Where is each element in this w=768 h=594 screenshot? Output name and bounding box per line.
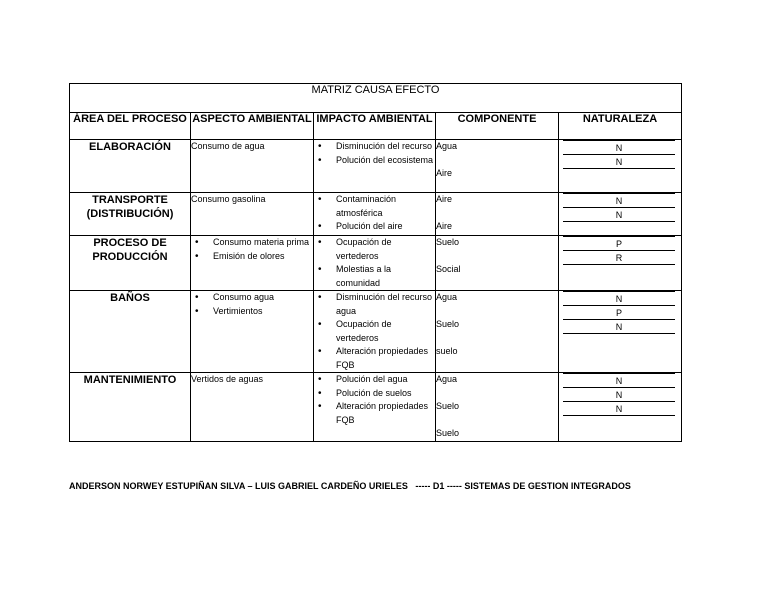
component-cell [436, 140, 559, 193]
list-item: • Molestias a la comunidad [314, 263, 435, 290]
header-component: COMPONENTE [436, 113, 559, 140]
area-cell: TRANSPORTE (DISTRIBUCIÓN) [70, 193, 191, 236]
table-row [70, 140, 682, 193]
component-cell [436, 291, 559, 373]
aspect-cell [191, 291, 314, 373]
impact-cell [314, 373, 436, 442]
header-nature: NATURALEZA [559, 113, 682, 140]
impact-cell [314, 140, 436, 193]
list-item: • Disminución del recurso [314, 140, 435, 154]
list-item: • Polución del aire [314, 220, 435, 234]
area-cell: BAÑOS [70, 291, 191, 373]
nature-cell [559, 236, 682, 291]
list-item: • Polución de suelos [314, 387, 435, 401]
area-cell: PROCESO DE PRODUCCIÓN [70, 236, 191, 291]
nature-cell [559, 373, 682, 442]
table-row [70, 373, 682, 442]
impact-cell [314, 236, 436, 291]
component-value: Aire [436, 168, 453, 178]
nature-cell [559, 291, 682, 373]
component-cell [436, 193, 559, 236]
list-item: • Ocupación de vertederos [314, 236, 435, 263]
list-item: • Contaminación atmosférica [314, 193, 435, 220]
list-item: • Disminución del recurso agua [314, 291, 435, 318]
list-item: • Polución del ecosistema [314, 154, 435, 168]
table-row [70, 291, 682, 373]
area-cell: ELABORACIÓN [70, 140, 191, 193]
area-cell: MANTENIMIENTO [70, 373, 191, 442]
header-row [70, 113, 682, 140]
nature-value: N [563, 402, 675, 416]
aspect-cell [191, 236, 314, 291]
table-row [70, 236, 682, 291]
document-footer: ANDERSON NORWEY ESTUPIÑAN SILVA – LUIS GABRIEL CARDEÑO URIELES ----- D1 ----- SISTEMAS DE GESTION INTEGRADOS [69, 481, 631, 491]
component-value: suelo [436, 346, 458, 356]
cause-effect-matrix [69, 83, 682, 442]
nature-value: N [563, 155, 675, 169]
component-cell [436, 236, 559, 291]
nature-value: N [563, 291, 675, 306]
aspect-cell: Vertidos de aguas [191, 373, 314, 442]
nature-value: P [563, 236, 675, 251]
component-value: Aire [436, 194, 453, 204]
nature-value: N [563, 140, 675, 155]
table-row [70, 193, 682, 236]
list-item: • Ocupación de vertederos [314, 318, 435, 345]
component-value: Suelo [436, 237, 460, 247]
impact-cell [314, 291, 436, 373]
list-item: • Consumo agua [191, 291, 313, 305]
impact-cell [314, 193, 436, 236]
nature-value: N [563, 208, 675, 222]
header-aspect: ASPECTO AMBIENTAL [191, 113, 314, 140]
list-item: • Consumo materia prima [191, 236, 313, 250]
component-value: Social [436, 264, 461, 274]
nature-value: N [563, 373, 675, 388]
list-item: • Alteración propiedades FQB [314, 345, 435, 372]
component-value: Suelo [436, 401, 460, 411]
component-value: Agua [436, 141, 458, 151]
component-value: Suelo [436, 319, 460, 329]
title-row [70, 84, 682, 113]
list-item: • Emisión de olores [191, 250, 313, 264]
component-value: Aire [436, 221, 453, 231]
nature-value: R [563, 251, 675, 265]
list-item: • Vertimientos [191, 305, 313, 319]
component-value: Agua [436, 374, 458, 384]
list-item: • Alteración propiedades FQB [314, 400, 435, 427]
header-impact: IMPACTO AMBIENTAL [314, 113, 436, 140]
nature-value: P [563, 306, 675, 320]
aspect-cell: Consumo gasolina [191, 193, 314, 236]
component-cell [436, 373, 559, 442]
matrix-title: MATRIZ CAUSA EFECTO [70, 84, 682, 113]
component-value: Agua [436, 292, 458, 302]
nature-value: N [563, 388, 675, 402]
nature-value: N [563, 193, 675, 208]
header-area: ÁREA DEL PROCESO [70, 113, 191, 140]
nature-cell [559, 193, 682, 236]
nature-cell [559, 140, 682, 193]
list-item: • Polución del agua [314, 373, 435, 387]
nature-value: N [563, 320, 675, 334]
component-value: Suelo [436, 428, 460, 438]
aspect-cell: Consumo de agua [191, 140, 314, 193]
